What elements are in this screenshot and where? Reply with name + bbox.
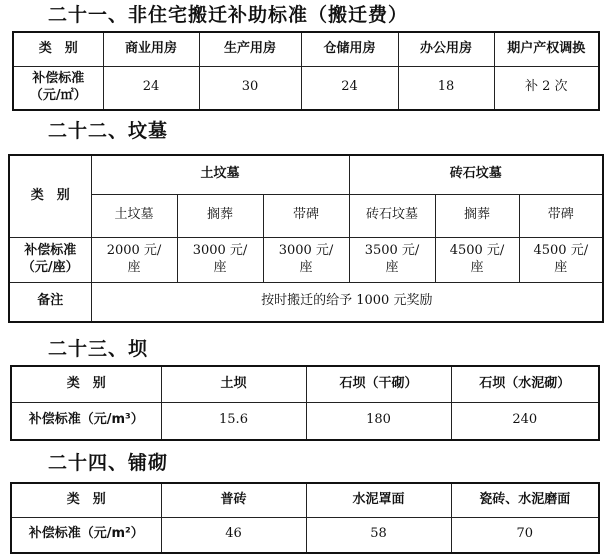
sub-brick-temp: 搁葬: [435, 194, 519, 237]
row-label-line1: 补偿标准: [32, 70, 85, 86]
dam-header-category: 类 别: [11, 366, 161, 402]
grave-amount-6: 4500 元/: [533, 242, 589, 258]
header-storage: 仓储用房: [301, 32, 398, 66]
grave-value-3: [263, 237, 349, 282]
header-production: 生产用房: [199, 32, 301, 66]
grave-amount-2: 3000 元/: [192, 242, 248, 258]
grave-amount-4: 3500 元/: [364, 242, 420, 258]
paving-value-tile: 70: [451, 517, 599, 553]
note-text: 按时搬迁的给予 1000 元奖励: [91, 282, 603, 322]
row-label-line2: （元/㎡）: [29, 87, 87, 103]
grave-row-label-line2: （元/座）: [21, 259, 79, 275]
grave-value-5: [435, 237, 519, 282]
header-property-swap: 期户产权调换: [494, 32, 599, 66]
grave-unit-2: 座: [213, 259, 227, 275]
grave-category-label: 类 别: [9, 155, 91, 237]
sub-earth-grave: 土坟墓: [91, 194, 177, 237]
section-21-title: 二十一、非住宅搬迁补助标准（搬迁费）: [48, 4, 409, 26]
paving-header-brick: 普砖: [161, 483, 306, 517]
grave-unit-6: 座: [554, 259, 568, 275]
grave-value-1: [91, 237, 177, 282]
paving-value-cement-cover: 58: [306, 517, 451, 553]
paving-row-label: 补偿标准（元/m²）: [11, 517, 161, 553]
header-category: 类 别: [13, 32, 103, 66]
dam-table: [10, 365, 600, 441]
group-brick-grave: 砖石坟墓: [349, 155, 603, 194]
value-storage: 24: [301, 66, 398, 110]
dam-value-earth: 15.6: [161, 402, 306, 440]
grave-value-4: [349, 237, 435, 282]
paving-header-tile: 瓷砖、水泥磨面: [451, 483, 599, 517]
grave-value-6: [519, 237, 603, 282]
grave-value-2: [177, 237, 263, 282]
relocation-fee-table: [12, 31, 600, 111]
dam-header-earth: 土坝: [161, 366, 306, 402]
grave-table: [8, 154, 604, 323]
grave-unit-3: 座: [299, 259, 313, 275]
group-earth-grave: 土坟墓: [91, 155, 349, 194]
row-label-compensation: [13, 66, 103, 110]
paving-table: [10, 482, 600, 554]
value-office: 18: [398, 66, 494, 110]
grave-amount-3: 3000 元/: [278, 242, 334, 258]
dam-header-cement-stone: 石坝（水泥砌）: [451, 366, 599, 402]
sub-brick-stele: 带碑: [519, 194, 603, 237]
value-production: 30: [199, 66, 301, 110]
grave-amount-1: 2000 元/: [106, 242, 162, 258]
grave-unit-5: 座: [470, 259, 484, 275]
grave-row-label: [9, 237, 91, 282]
grave-row-label-line1: 补偿标准: [24, 242, 77, 258]
dam-value-dry-stone: 180: [306, 402, 451, 440]
grave-unit-4: 座: [385, 259, 399, 275]
value-property-swap: 补 2 次: [494, 66, 599, 110]
paving-value-brick: 46: [161, 517, 306, 553]
section-23-title: 二十三、坝: [48, 338, 149, 360]
grave-amount-5: 4500 元/: [449, 242, 505, 258]
note-label: 备注: [9, 282, 91, 322]
sub-earth-stele: 带碑: [263, 194, 349, 237]
sub-earth-temp: 搁葬: [177, 194, 263, 237]
dam-header-dry-stone: 石坝（干砌）: [306, 366, 451, 402]
value-commercial: 24: [103, 66, 199, 110]
header-office: 办公用房: [398, 32, 494, 66]
grave-unit-1: 座: [127, 259, 141, 275]
section-22-title: 二十二、坟墓: [48, 120, 169, 142]
paving-header-cement-cover: 水泥罩面: [306, 483, 451, 517]
sub-brick-grave: 砖石坟墓: [349, 194, 435, 237]
header-commercial: 商业用房: [103, 32, 199, 66]
paving-header-category: 类 别: [11, 483, 161, 517]
dam-value-cement-stone: 240: [451, 402, 599, 440]
section-24-title: 二十四、铺砌: [48, 452, 169, 474]
dam-row-label: 补偿标准（元/m³）: [11, 402, 161, 440]
